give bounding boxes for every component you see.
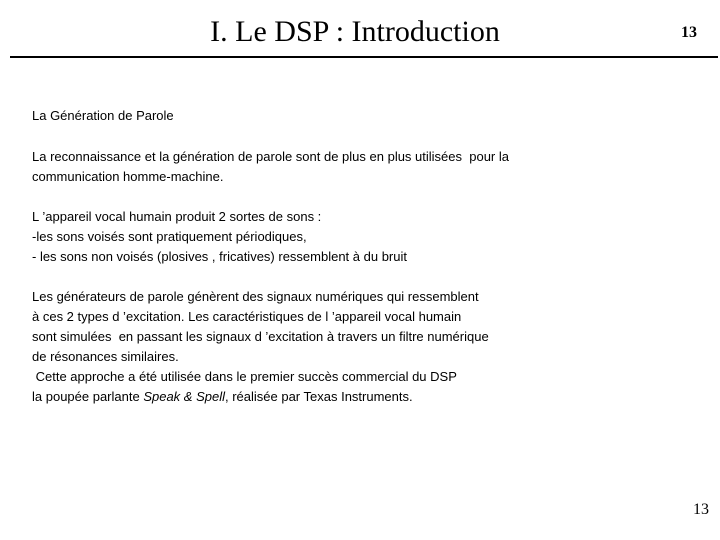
paragraph-speech-intro [32, 147, 509, 187]
paragraph-line: Les générateurs de parole génèrent des signaux numériques qui ressemblent [32, 289, 479, 304]
paragraph-line: sont simulées en passant les signaux d ’excitation à travers un filtre numérique [32, 329, 489, 344]
paragraph-line: communication homme-machine. [32, 169, 224, 184]
title-divider [10, 56, 718, 58]
paragraph-line: - les sons non voisés (plosives , fricatives) ressemblent à du bruit [32, 249, 407, 264]
section-heading: La Génération de Parole [32, 108, 174, 123]
product-name-emphasis: Speak & Spell [143, 389, 225, 404]
paragraph-line-speak-and-spell [32, 387, 489, 407]
footer-page-number: 13 [693, 501, 709, 518]
text-after-emphasis: , réalisée par Texas Instruments. [224, 389, 413, 404]
paragraph-vocal-sounds [32, 207, 407, 267]
paragraph-line: de résonances similaires. [32, 349, 179, 364]
paragraph-speech-generators [32, 287, 489, 407]
text-before-emphasis: la poupée parlante [32, 389, 144, 404]
paragraph-line: à ces 2 types d ’excitation. Les caractéristiques de l ’appareil vocal humain [32, 309, 462, 324]
paragraph-line: Cette approche a été utilisée dans le premier succès commercial du DSP [32, 369, 457, 384]
paragraph-line: La reconnaissance et la génération de parole sont de plus en plus utilisées pour la [32, 149, 509, 164]
slide-title: I. Le DSP : Introduction [210, 15, 500, 48]
paragraph-line: L ’appareil vocal humain produit 2 sortes de sons : [32, 209, 322, 224]
paragraph-line: -les sons voisés sont pratiquement périodiques, [32, 229, 307, 244]
header-page-number: 13 [681, 24, 697, 41]
